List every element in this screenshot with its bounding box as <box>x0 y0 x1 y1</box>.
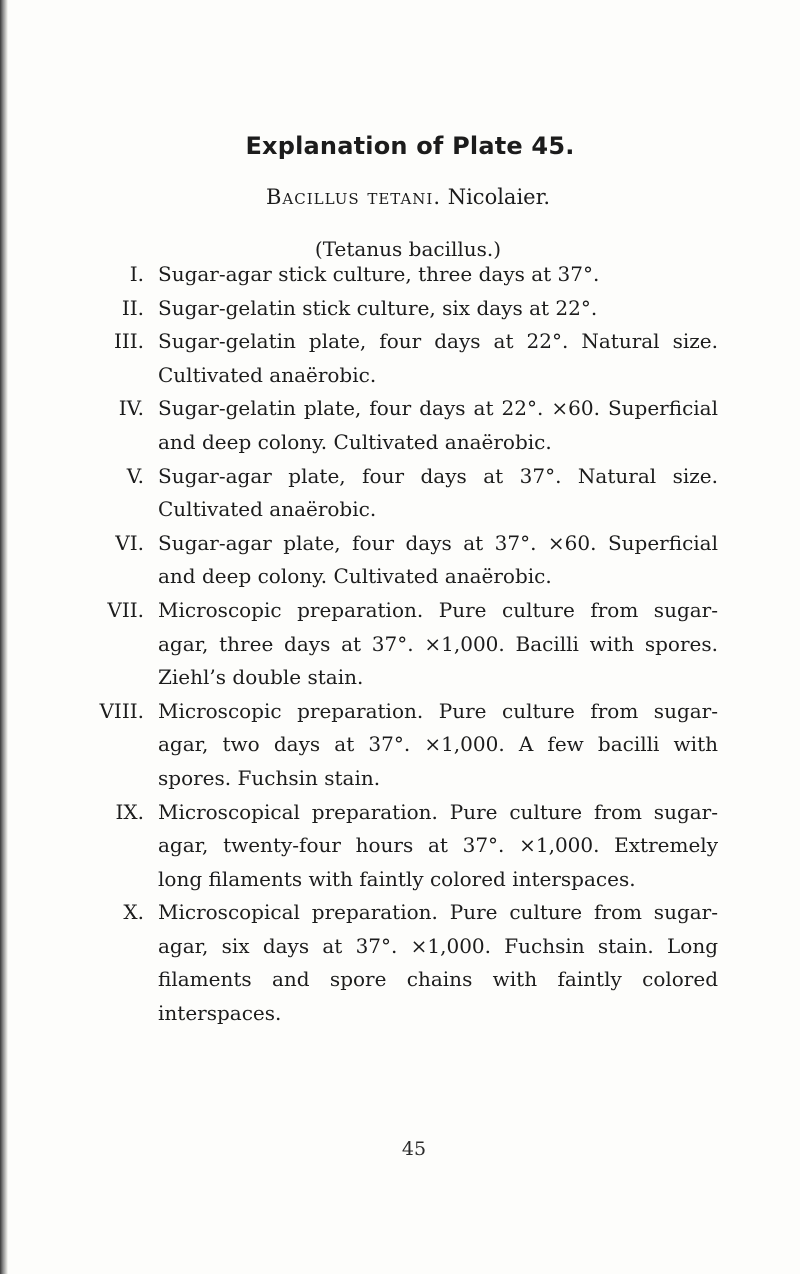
plate-entry <box>0 292 800 326</box>
plate-entry <box>0 325 800 392</box>
entry-text: Microscopic preparation. Pure culture from sugar-agar, two days at 37°. ×1,000. A few bacilli with spores. Fuchsin stain. <box>158 698 718 790</box>
entry-numeral: IX. <box>115 799 144 824</box>
page-title: Explanation of Plate 45. <box>245 132 575 160</box>
plate-entry <box>0 796 800 897</box>
entry-numeral: V. <box>126 463 144 488</box>
entry-text: Microscopic preparation. Pure culture from sugar-agar, three days at 37°. ×1,000. Bacilli with spores. Ziehl’s double stain. <box>158 597 718 690</box>
common-name: (Tetanus bacillus.) <box>314 237 502 261</box>
entry-text: Sugar-gelatin plate, four days at 22°. ×60. Superficial and deep colony. Cultivated anaërobic. <box>158 396 718 454</box>
entry-text: Sugar-agar plate, four days at 37°. Natural size. Cultivated anaërobic. <box>158 463 718 522</box>
plate-entry <box>0 460 800 527</box>
plate-entry <box>0 695 800 796</box>
entry-text: Sugar-gelatin plate, four days at 22°. Natural size. Cultivated anaërobic. <box>158 329 718 387</box>
entry-numeral: VI. <box>115 530 144 555</box>
page-number: 45 <box>401 1138 427 1160</box>
entry-numeral: I. <box>129 262 144 286</box>
entry-numeral: IV. <box>118 396 144 421</box>
entry-numeral: III. <box>113 329 144 354</box>
plate-entry <box>0 258 800 292</box>
entry-numeral: X. <box>123 900 144 925</box>
organism-line <box>0 185 800 209</box>
entry-text: Sugar-gelatin stick culture, six days at 22°. <box>158 295 598 320</box>
entry-numeral: VII. <box>107 597 144 622</box>
entry-numeral: II. <box>121 295 144 320</box>
entry-text: Microscopical preparation. Pure culture from sugar-agar, six days at 37°. ×1,000. Fuchsin stain. Long filaments and spore chains with faintly colored interspaces. <box>158 900 718 1026</box>
plate-entry <box>0 594 800 695</box>
plate-entry <box>0 527 800 594</box>
entry-text: Sugar-agar plate, four days at 37°. ×60. Superficial and deep colony. Cultivated anaërobic. <box>158 530 718 589</box>
entry-text: Microscopical preparation. Pure culture from sugar-agar, twenty-four hours at 37°. ×1,000. Extremely long filaments with faintly colored interspaces. <box>158 799 718 891</box>
organism-author: Nicolaier. <box>447 185 551 209</box>
organism-name: Bacillus tetani. <box>265 185 442 209</box>
plate-entry-list <box>0 258 800 1031</box>
entry-numeral: VIII. <box>99 698 144 723</box>
plate-entry <box>0 896 800 1030</box>
plate-entry <box>0 392 800 459</box>
entry-text: Sugar-agar stick culture, three days at 37°. <box>158 262 600 286</box>
